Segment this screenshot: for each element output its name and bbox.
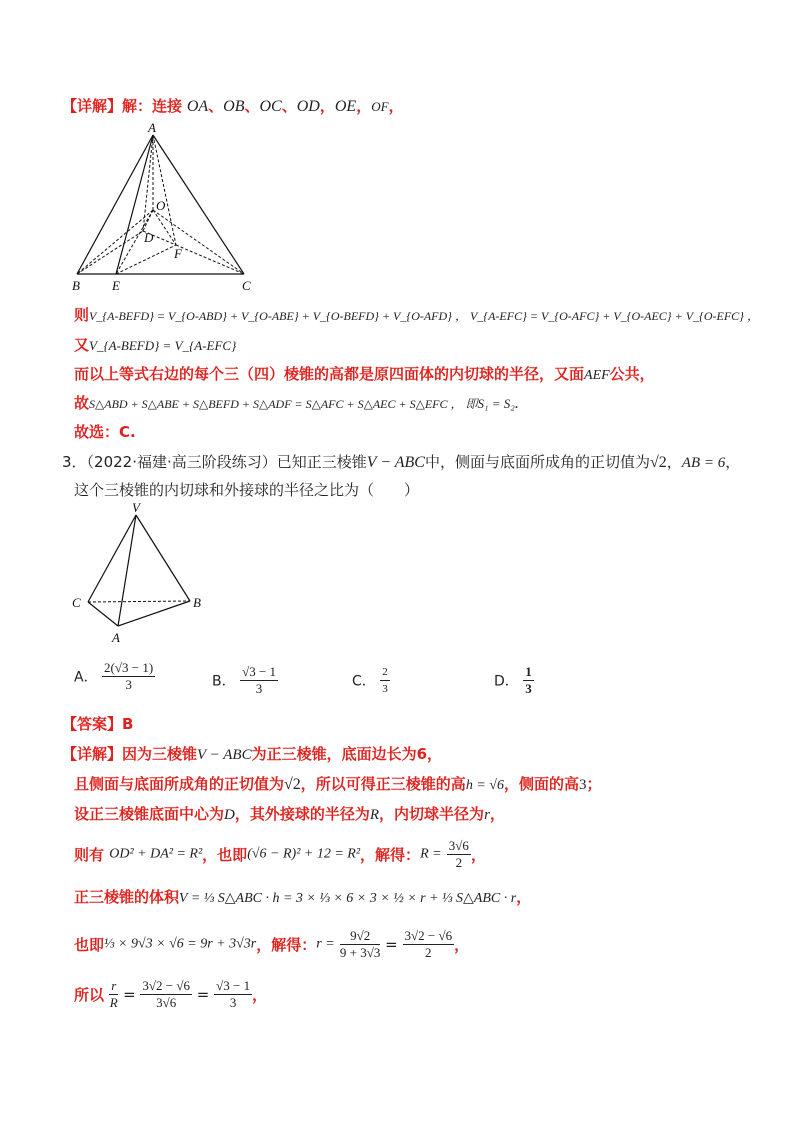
solution-line-2: 且侧面与底面所成角的正切值为√2，所以可得正三棱锥的高h = √6，侧面的高3；: [74, 775, 602, 793]
solution-line-1: 【详解】因为三棱锥V − ABC为正三棱锥，底面边长为6，: [62, 745, 443, 763]
label-f: F: [174, 246, 182, 261]
equation-volume-equal: 又V_{A-BEFD} = V_{A-EFC}: [74, 336, 237, 354]
label-o: O: [156, 198, 166, 213]
answer-tag: 【答案】: [62, 715, 123, 733]
choice-line: 故选：C.: [74, 423, 136, 441]
segment-oe: OE: [334, 98, 357, 115]
explanation-line: 而以上等式右边的每个三（四）棱锥的高都是原四面体的内切球的半径，又面AEF公共，: [74, 365, 655, 383]
answer-line: [62, 714, 133, 734]
segment-of: OF: [371, 99, 389, 114]
option-c[interactable]: C． $\frac{2}{3}$: [352, 666, 388, 695]
pyramid-figure-2: [66, 498, 226, 648]
segment-ob: OB: [223, 98, 245, 115]
solution-line-4: 则有 OD² + DA² = R²，也即(√6 − R)² + 12 = R²，解得：R = $\frac{3√6}{2}$ ，: [74, 838, 486, 870]
detail-tag: 【详解】: [62, 97, 123, 115]
answer-value: B: [122, 715, 134, 733]
solution-line-5: 正三棱锥的体积V = ⅓ S△ABC · h = 3 × ⅓ × 6 × 3 × ½ × r + ⅓ S△ABC · r，: [74, 888, 532, 906]
option-b[interactable]: B． $\frac{√3 - 1}{3}$: [212, 664, 277, 696]
label-d: D: [144, 230, 154, 245]
option-a[interactable]: A． $\frac{2(√3 - 1)}{3}$: [74, 660, 154, 692]
label-c2: C: [72, 595, 81, 610]
label-b2: B: [193, 595, 201, 610]
volume-equation-text: V_{A-BEFD} = V_{O-ABD} + V_{O-ABE} + V_{O-BEFD} + V_{O-AFD} ， V_{A-EFC} = V_{O-AFC} + V_{O-AEC} + V_{O-EFC} ，: [89, 309, 759, 323]
label-a2: A: [112, 630, 120, 645]
equation-volume-sum: 则V_{A-BEFD} = V_{O-ABD} + V_{O-ABE} + V_{O-BEFD} + V_{O-AFD} ， V_{A-EFC} = V_{O-AFC} + V_{O-AEC} + V_{O-EFC} ，: [74, 306, 759, 324]
question-number: 3．: [62, 453, 87, 471]
area-equation-line: 故S△ABD + S△ABE + S△BEFD + S△ADF = S△AFC + S△AEC + S△EFC ， 即S₁ = S₂.: [74, 394, 519, 412]
label-e: E: [112, 278, 120, 293]
question-3-line-1: 3．（2022·福建·高三阶段练习）已知正三棱锥V − ABC中，侧面与底面所成角的正切值为√2，AB = 6，: [62, 453, 741, 471]
label-v: V: [132, 500, 140, 515]
solution-line-7: 所以 $\frac{r}{R}$ = $\frac{3√2 - √6}{3√6}$ = $\frac{√3 - 1}{3}$ ，: [74, 978, 268, 1010]
label-c: C: [242, 278, 251, 293]
segment-oa: OA: [186, 98, 209, 115]
solution-line-6: 也即⅓ × 9√3 × √6 = 9r + 3√3r，解得：r = $\frac{9√2}{9 + 3√3}$ = $\frac{3√2 - √6}{2}$ ，: [74, 928, 470, 960]
label-b: B: [72, 278, 80, 293]
segment-oc: OC: [259, 98, 282, 115]
segment-od: OD: [296, 98, 320, 115]
detail-line-1: 【详解】解：连接 OA、OB、OC、OD，OE，OF，: [62, 97, 404, 115]
tetrahedron-figure-1: [64, 118, 274, 298]
solution-line-3: 设正三棱锥底面中心为D，其外接球的半径为R，内切球半径为r，: [74, 805, 505, 823]
option-d[interactable]: D． $\frac{1}{3}$: [494, 664, 532, 696]
detail-prefix: 解：连接: [122, 97, 183, 115]
label-a: A: [148, 120, 156, 135]
question-3-line-2: 这个三棱锥的内切球和外接球的半径之比为（ ）: [74, 481, 420, 499]
